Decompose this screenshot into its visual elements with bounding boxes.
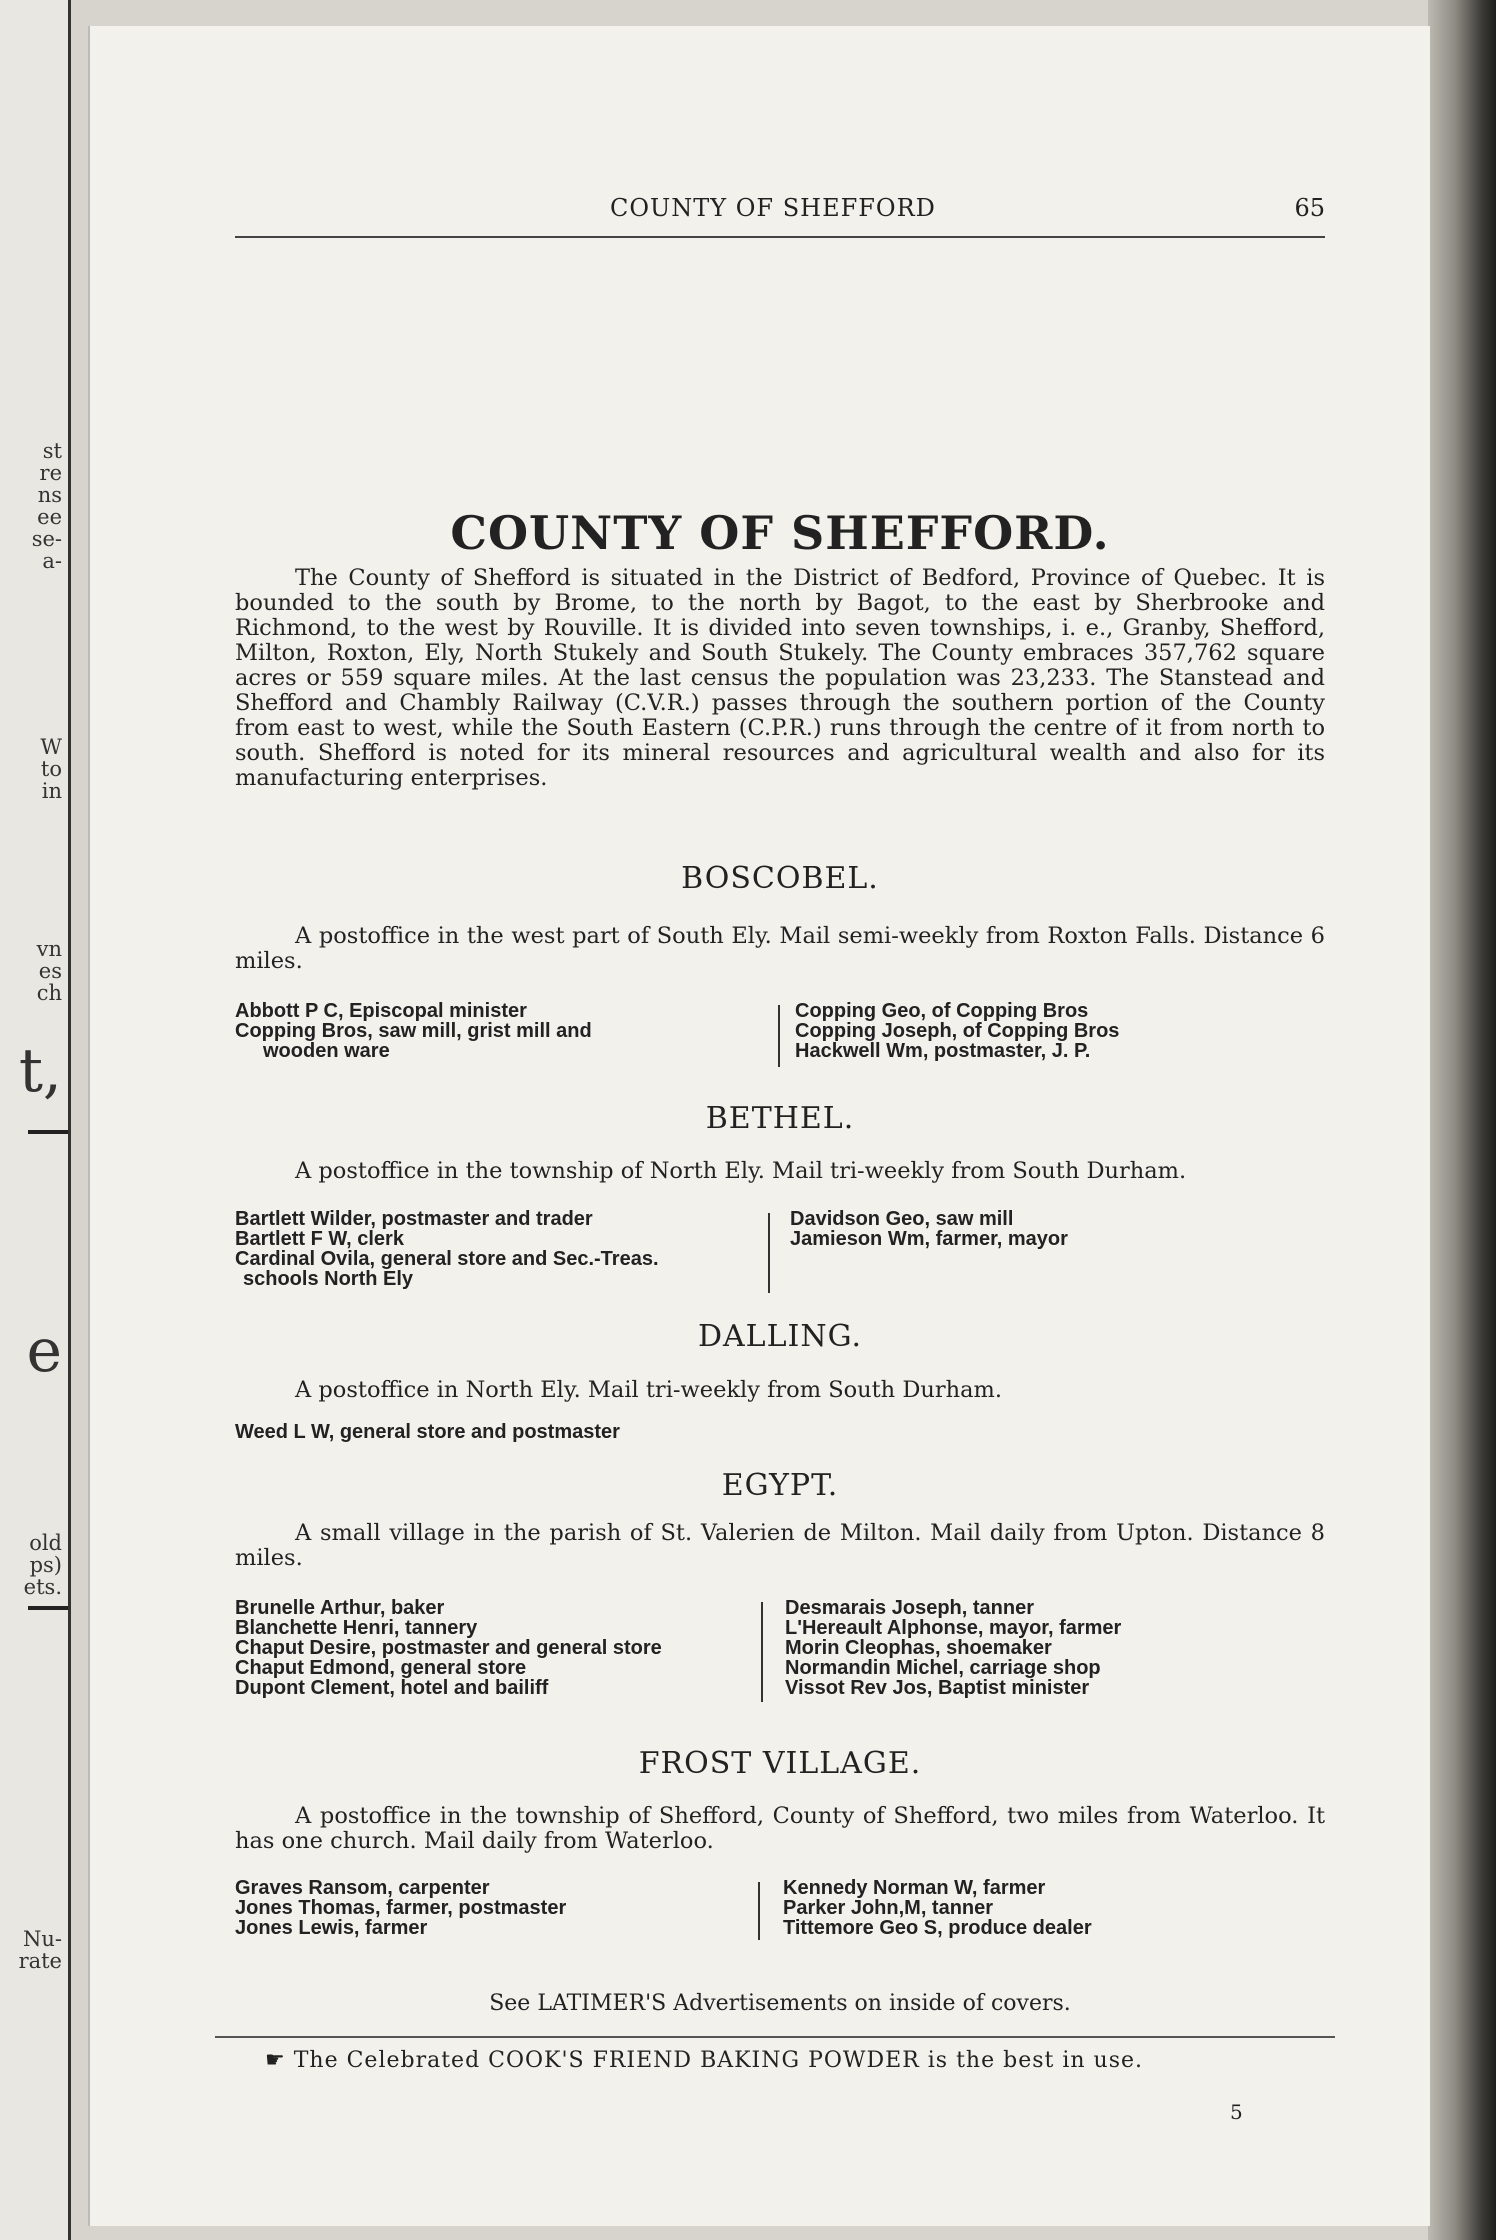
running-header: [235, 194, 1325, 224]
column-divider: [761, 1602, 763, 1702]
facing-fragment: ch: [36, 981, 62, 1005]
advertisement-latimer: See LATIMER'S Advertisements on inside of covers.: [489, 1991, 1071, 2016]
directory-egypt: [235, 1598, 1325, 1703]
directory-entry: Hackwell Wm, postmaster, J. P.: [795, 1040, 1091, 1062]
section-heading-bethel: BETHEL.: [705, 1101, 855, 1136]
directory-entry: Tittemore Geo S, produce dealer: [783, 1917, 1092, 1939]
facing-fragment: ee: [37, 505, 62, 529]
directory-entry: schools North Ely: [243, 1268, 414, 1290]
directory-column-right: [783, 1878, 1092, 1938]
book-edge: [1428, 0, 1496, 2240]
facing-page-edge: [0, 0, 71, 2240]
column-divider: [768, 1213, 770, 1293]
directory-entry: Copping Joseph, of Copping Bros: [795, 1020, 1120, 1042]
directory-entry: Davidson Geo, saw mill: [790, 1208, 1014, 1230]
directory-frost-village: [235, 1878, 1325, 1943]
column-divider: [758, 1882, 760, 1940]
facing-fragment: es: [38, 959, 62, 983]
facing-fragment: a-: [42, 549, 62, 573]
page-title: COUNTY OF SHEFFORD.: [450, 506, 1110, 560]
directory-entry: Dupont Clement, hotel and bailiff: [235, 1677, 549, 1699]
running-title: COUNTY OF SHEFFORD: [610, 194, 936, 222]
directory-entry: Cardinal Ovila, general store and Sec.-Treas.: [235, 1248, 659, 1270]
directory-entry: Desmarais Joseph, tanner: [785, 1597, 1034, 1619]
facing-fragment: vn: [36, 937, 62, 961]
facing-fragment: ps): [29, 1553, 62, 1577]
directory-entry: Jamieson Wm, farmer, mayor: [790, 1228, 1068, 1250]
header-rule: [235, 236, 1325, 238]
directory-entry: Normandin Michel, carriage shop: [785, 1657, 1101, 1679]
footer-rule: [215, 2036, 1335, 2038]
facing-fragment: old: [29, 1531, 62, 1555]
column-divider: [778, 1005, 780, 1067]
section-heading-frost-village: FROST VILLAGE.: [638, 1746, 922, 1781]
facing-fragment: rate: [18, 1949, 62, 1973]
directory-boscobel: [235, 1001, 1325, 1071]
advertisement-baking-powder: [265, 2048, 1143, 2073]
section-description-egypt: A small village in the parish of St. Valerien de Milton. Mail daily from Upton. Distance 8 miles.: [235, 1520, 1325, 1571]
directory-entry: Parker John,M, tanner: [783, 1897, 994, 1919]
section-description-boscobel: A postoffice in the west part of South Ely. Mail semi-weekly from Roxton Falls. Distance 6 miles.: [235, 923, 1325, 974]
section-description-dalling: A postoffice in North Ely. Mail tri-weekly from South Durham.: [295, 1377, 1003, 1403]
directory-entry: Chaput Edmond, general store: [235, 1657, 527, 1679]
directory-entry: Bartlett F W, clerk: [235, 1228, 404, 1250]
section-heading-egypt: EGYPT.: [721, 1468, 839, 1503]
directory-entry: Jones Thomas, farmer, postmaster: [235, 1897, 567, 1919]
page-number: 65: [1294, 194, 1325, 222]
facing-fragment: in: [41, 779, 62, 803]
directory-entry: Jones Lewis, farmer: [235, 1917, 428, 1939]
facing-fragment: Nu-: [23, 1927, 62, 1951]
directory-entry: L'Hereault Alphonse, mayor, farmer: [785, 1617, 1122, 1639]
directory-column-left: [235, 1001, 755, 1061]
directory-entry-dalling: Weed L W, general store and postmaster: [235, 1421, 620, 1443]
facing-fragment: st: [42, 439, 62, 463]
facing-fragment: to: [40, 757, 62, 781]
facing-rule: [28, 1606, 68, 1610]
facing-fragment: se-: [31, 527, 62, 551]
directory-entry: Vissot Rev Jos, Baptist minister: [785, 1677, 1090, 1699]
facing-fragment: ets.: [23, 1575, 62, 1599]
advertisement-text: The Celebrated COOK'S FRIEND BAKING POWDER is the best in use.: [293, 2048, 1144, 2073]
directory-entry: Kennedy Norman W, farmer: [783, 1877, 1046, 1899]
directory-column-left: [235, 1878, 755, 1938]
directory-column-left: [235, 1598, 755, 1698]
directory-column-right: [795, 1001, 1119, 1061]
intro-paragraph: The County of Shefford is situated in the District of Bedford, Province of Quebec. It is bounded to the south by Brome, to the north by Bagot, to the east by Sherbrooke and Richmond, to the west by Rouville. It is divided into seven townships, i. e., Granby, Shefford, Milton, Roxton, Ely, North Stukely and South Stukely. The County embraces 357,762 square acres or 559 square miles. At the last census the population was 23,233. The Stanstead and Shefford and Chambly Railway (C.V.R.) passes through the southern portion of the County from east to west, while the South Eastern (C.P.R.) runs through the centre of it from north to south. Shefford is noted for its mineral resources and agricultural wealth and also for its manufacturing enterprises.: [235, 565, 1325, 791]
section-description-frost-village: A postoffice in the township of Shefford, County of Shefford, two miles from Waterloo. It has one church. Mail daily from Waterloo.: [235, 1803, 1325, 1854]
directory-entry: Graves Ransom, carpenter: [235, 1877, 490, 1899]
signature-mark: 5: [1230, 2100, 1243, 2124]
facing-fragment: e: [26, 1316, 62, 1386]
section-description-bethel: A postoffice in the township of North Ely. Mail tri-weekly from South Durham.: [295, 1158, 1187, 1184]
facing-rule: [28, 1130, 68, 1134]
book-page: [88, 26, 1430, 2226]
pointing-hand-icon: ☛: [265, 2048, 286, 2073]
directory-entry: Abbott P C, Episcopal minister: [235, 1000, 527, 1022]
directory-entry: Bartlett Wilder, postmaster and trader: [235, 1208, 593, 1230]
directory-entry: Morin Cleophas, shoemaker: [785, 1637, 1052, 1659]
directory-entry: Copping Geo, of Copping Bros: [795, 1000, 1089, 1022]
directory-bethel: [235, 1209, 1325, 1294]
facing-fragment: t,: [18, 1036, 62, 1106]
directory-entry: Chaput Desire, postmaster and general store: [235, 1637, 662, 1659]
directory-column-left: [235, 1209, 755, 1289]
directory-column-right: [790, 1209, 1068, 1249]
directory-entry: Brunelle Arthur, baker: [235, 1597, 445, 1619]
facing-fragment: re: [39, 461, 62, 485]
facing-fragment: W: [40, 735, 62, 759]
section-heading-boscobel: BOSCOBEL.: [681, 861, 879, 896]
directory-entry: Blanchette Henri, tannery: [235, 1617, 478, 1639]
directory-entry: Copping Bros, saw mill, grist mill and: [235, 1020, 592, 1042]
section-heading-dalling: DALLING.: [697, 1319, 863, 1354]
facing-fragment: ns: [37, 483, 62, 507]
directory-entry: wooden ware: [263, 1040, 390, 1062]
directory-column-right: [785, 1598, 1121, 1698]
